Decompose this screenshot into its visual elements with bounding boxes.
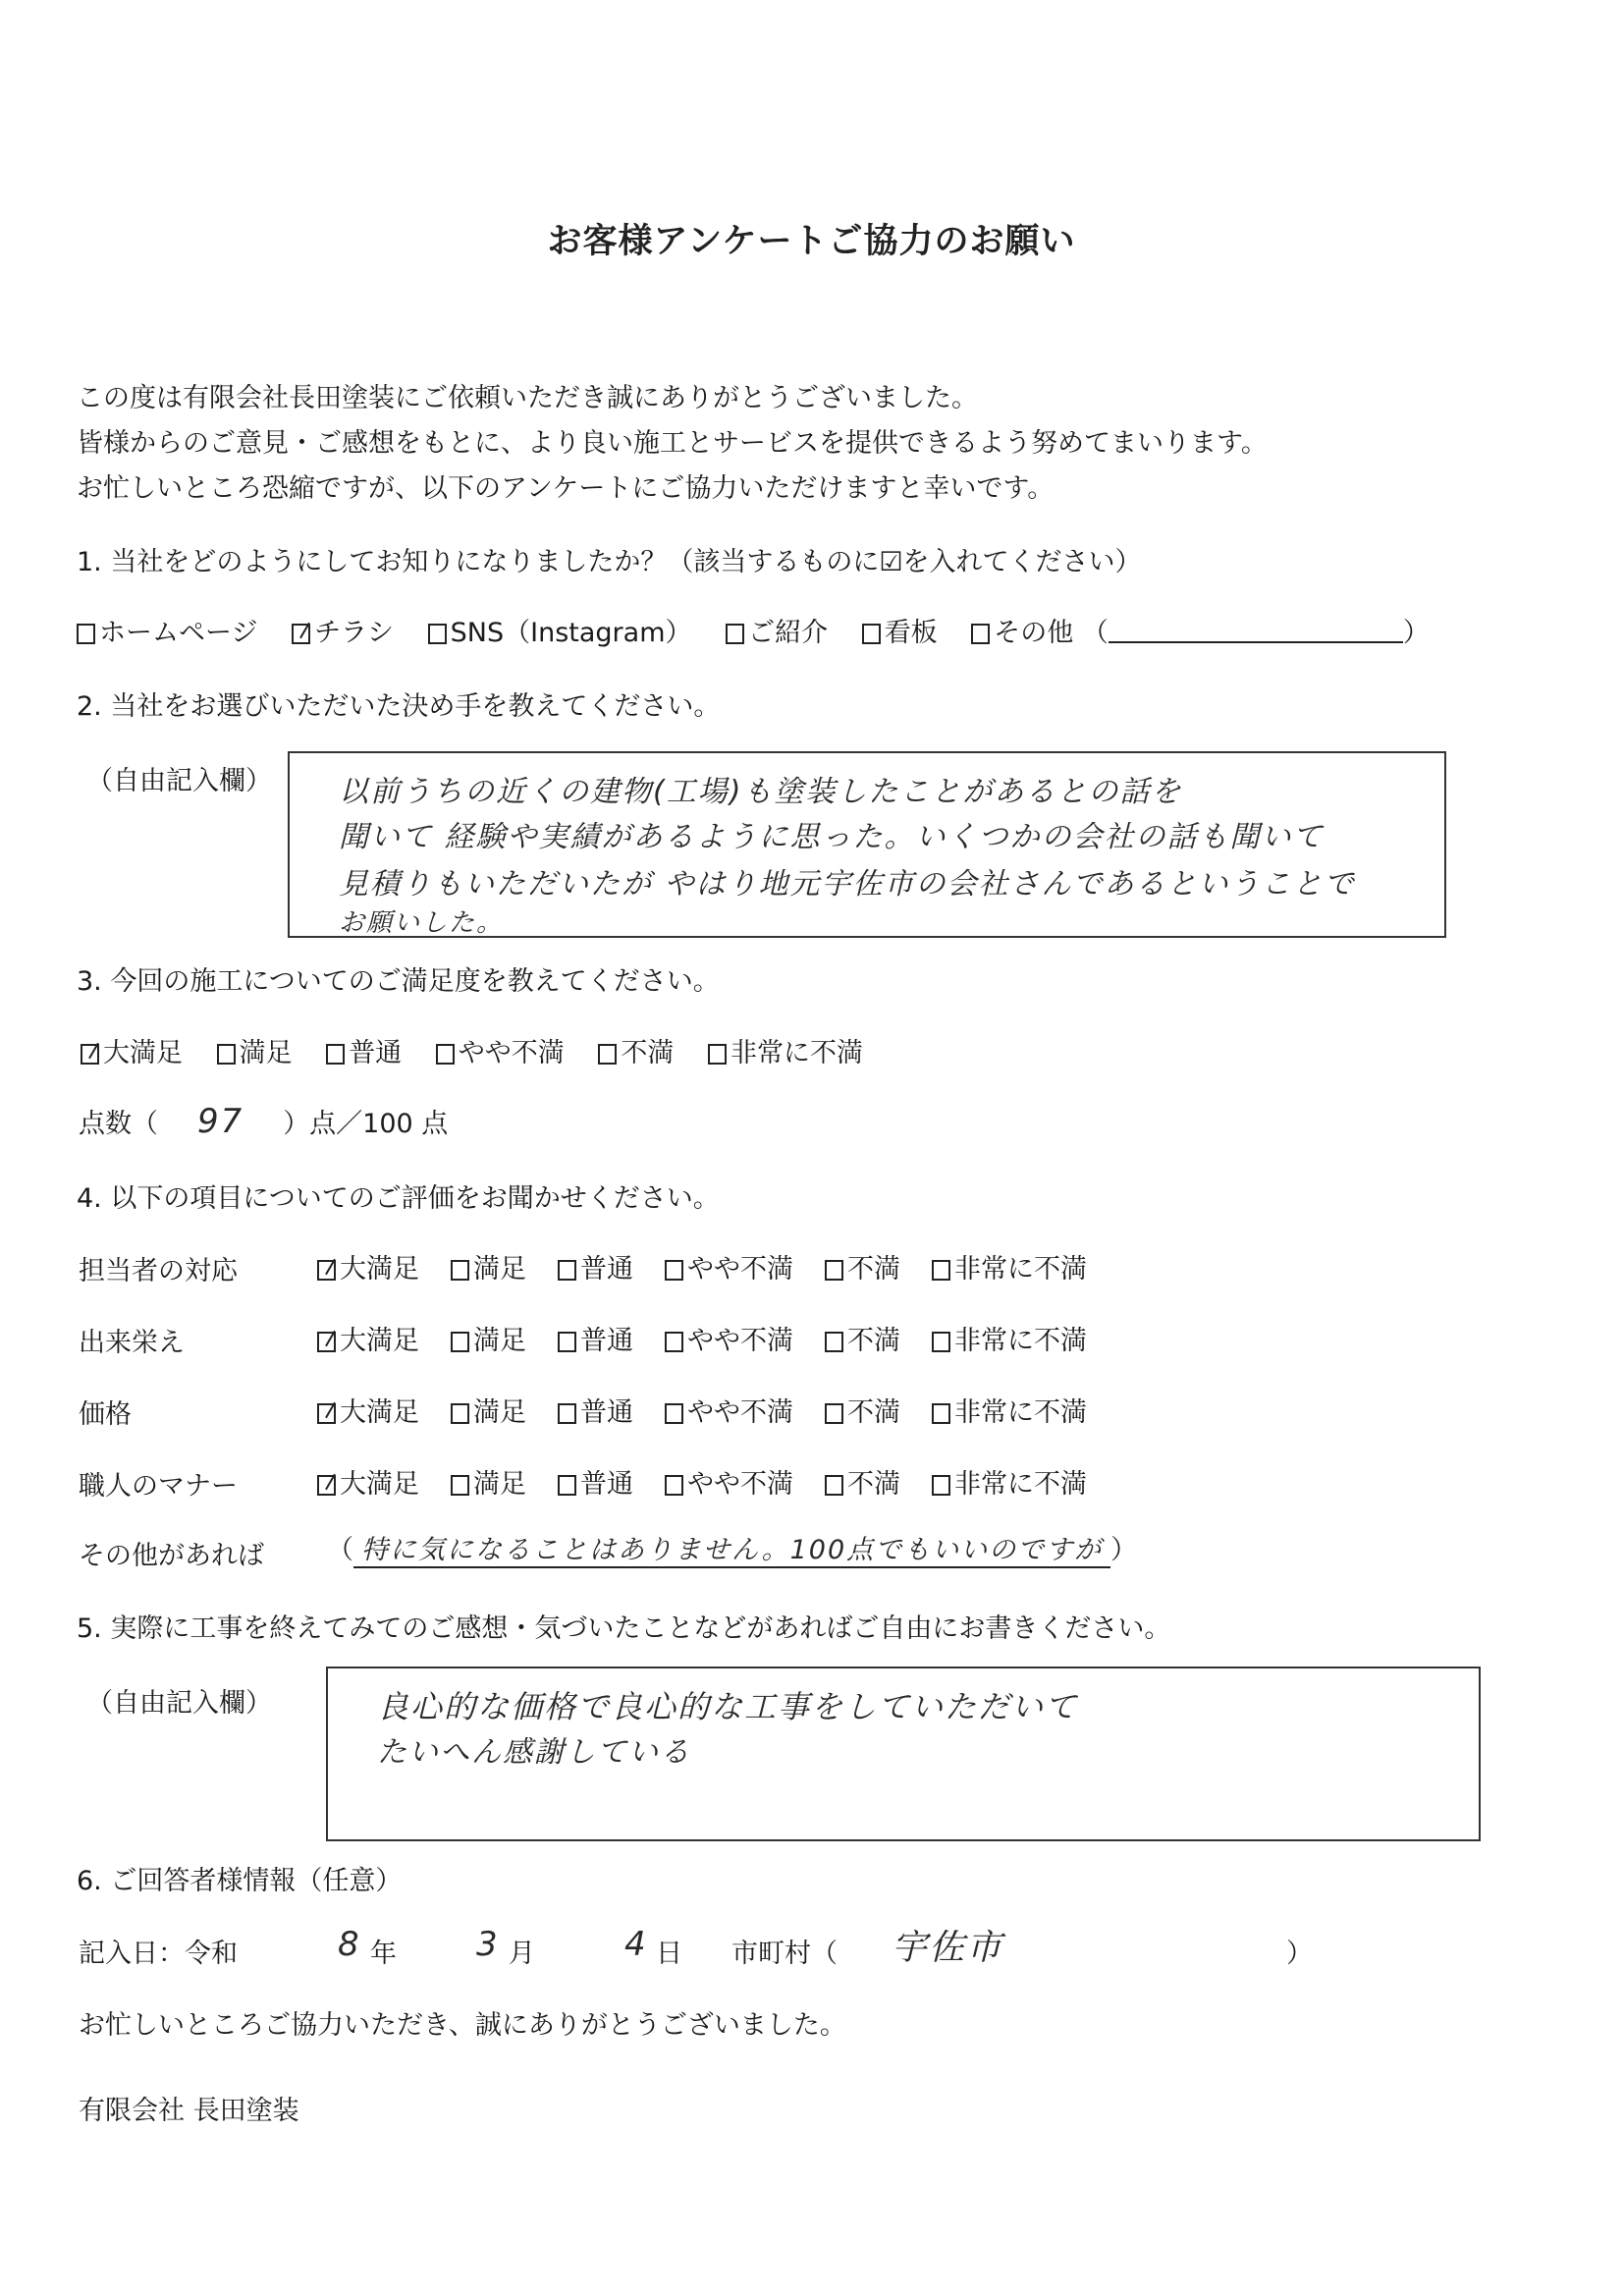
closing-message: お忙しいところご協力いただき、誠にありがとうございました。	[79, 2010, 846, 2041]
q5-free-label: （自由記入欄）	[86, 1688, 272, 1719]
checkbox-icon[interactable]	[77, 624, 95, 644]
checkbox-icon[interactable]	[825, 1403, 843, 1424]
checkbox-icon[interactable]	[825, 1332, 843, 1352]
q4-other-field[interactable]: （ 特に気になることはありません。100点でもいいのですが ）	[327, 1528, 1137, 1568]
checkbox-icon[interactable]	[558, 1403, 576, 1424]
q4-staff-satisfied[interactable]: 満足	[451, 1247, 526, 1285]
q3-options	[81, 1031, 889, 1069]
intro-line-2: 皆様からのご意見・ご感想をもとに、より良い施工とサービスを提供できるよう努めてまいります。	[77, 428, 1268, 459]
q4-row-workmanship	[317, 1319, 1118, 1357]
q4-row-staff	[317, 1247, 1118, 1285]
q3-option-very-dissatisfied[interactable]: 非常に不満	[708, 1031, 863, 1069]
q6-city-label: 市町村（	[731, 1939, 838, 1969]
q3-score: 点数（ 97 ）点／100 点	[79, 1102, 449, 1141]
q2-answer-line-1: 以前うちの近くの建物(工場)も塗装したことがあるとの話を	[339, 775, 1183, 809]
checked-checkbox-icon[interactable]	[317, 1332, 336, 1352]
q3-option-satisfied[interactable]: 満足	[217, 1031, 293, 1069]
checkbox-icon[interactable]	[665, 1260, 683, 1281]
checkbox-icon[interactable]	[825, 1260, 843, 1281]
checked-checkbox-icon[interactable]	[317, 1260, 336, 1281]
q4-price-somewhat-dissatisfied[interactable]: やや不満	[665, 1391, 793, 1429]
q4-row-label-staff: 担当者の対応	[79, 1256, 238, 1286]
q4-staff-very-satisfied[interactable]: 大満足	[317, 1247, 419, 1285]
q4-price-neutral[interactable]: 普通	[558, 1391, 633, 1429]
q1-option-flyer[interactable]: チラシ	[292, 611, 394, 649]
q5-question: 5. 実際に工事を終えてみてのご感想・気づいたことなどがあればご自由にお書きください。	[77, 1613, 1171, 1644]
checked-checkbox-icon[interactable]	[317, 1475, 336, 1496]
checkbox-icon[interactable]	[665, 1403, 683, 1424]
checkbox-icon[interactable]	[217, 1044, 236, 1065]
q6-month-value[interactable]: 3	[476, 1925, 500, 1964]
checkbox-icon[interactable]	[708, 1044, 727, 1065]
q6-day-value[interactable]: 4	[624, 1925, 648, 1964]
q4-manners-satisfied[interactable]: 満足	[451, 1462, 526, 1501]
checkbox-icon[interactable]	[932, 1403, 950, 1424]
q1-option-sns[interactable]: SNS（Instagram）	[428, 611, 692, 649]
q4-work-somewhat-dissatisfied[interactable]: やや不満	[665, 1319, 793, 1357]
q4-manners-very-dissatisfied[interactable]: 非常に不満	[932, 1462, 1087, 1501]
q4-staff-somewhat-dissatisfied[interactable]: やや不満	[665, 1247, 793, 1285]
q6-question: 6. ご回答者様情報（任意）	[77, 1866, 403, 1896]
checkbox-icon[interactable]	[862, 624, 881, 644]
checkbox-icon[interactable]	[665, 1332, 683, 1352]
checkbox-icon[interactable]	[451, 1403, 469, 1424]
q4-price-dissatisfied[interactable]: 不満	[825, 1391, 900, 1429]
q4-price-satisfied[interactable]: 満足	[451, 1391, 526, 1429]
q3-option-neutral[interactable]: 普通	[326, 1031, 402, 1069]
q4-question: 4. 以下の項目についてのご評価をお聞かせください。	[77, 1183, 720, 1214]
q4-work-dissatisfied[interactable]: 不満	[825, 1319, 900, 1357]
q6-month-unit: 月	[509, 1939, 535, 1969]
q5-answer-line-2: たいへん感謝している	[377, 1735, 691, 1770]
q2-answer-box[interactable]	[288, 751, 1446, 938]
checkbox-icon[interactable]	[558, 1260, 576, 1281]
q1-question: 1. 当社をどのようにしてお知りになりましたか？（該当するものに☑を入れてください）	[77, 547, 1142, 577]
checkbox-icon[interactable]	[726, 624, 744, 644]
q6-date-label: 記入日：令和	[79, 1939, 238, 1969]
q4-other-answer: 特に気になることはありません。100点でもいいのですが	[353, 1528, 1110, 1568]
q4-other-label: その他があれば	[79, 1541, 264, 1571]
checkbox-icon[interactable]	[451, 1260, 469, 1281]
q3-option-dissatisfied[interactable]: 不満	[598, 1031, 674, 1069]
q2-answer-line-4: お願いした。	[339, 908, 505, 938]
intro-line-1: この度は有限会社長田塗装にご依頼いただき誠にありがとうございました。	[77, 383, 978, 413]
q2-free-label: （自由記入欄）	[86, 766, 272, 796]
q6-year-value[interactable]: 8	[338, 1925, 361, 1964]
checkbox-icon[interactable]	[665, 1475, 683, 1496]
q1-option-referral[interactable]: ご紹介	[726, 611, 828, 649]
q4-staff-very-dissatisfied[interactable]: 非常に不満	[932, 1247, 1087, 1285]
q6-city-close: ）	[1286, 1939, 1313, 1969]
q4-work-very-dissatisfied[interactable]: 非常に不満	[932, 1319, 1087, 1357]
q1-option-other[interactable]: その他 （ ）	[971, 611, 1430, 649]
q5-answer-line-1: 良心的な価格で良心的な工事をしていただいて	[377, 1688, 1079, 1725]
checkbox-icon[interactable]	[436, 1044, 455, 1065]
q4-row-label-manners: 職人のマナー	[79, 1471, 238, 1502]
checkbox-icon[interactable]	[326, 1044, 345, 1065]
q4-work-satisfied[interactable]: 満足	[451, 1319, 526, 1357]
checkbox-icon[interactable]	[451, 1475, 469, 1496]
q4-work-neutral[interactable]: 普通	[558, 1319, 633, 1357]
q1-options	[77, 611, 1455, 649]
checkbox-icon[interactable]	[558, 1332, 576, 1352]
company-name: 有限会社 長田塗装	[79, 2096, 299, 2126]
q2-question: 2. 当社をお選びいただいた決め手を教えてください。	[77, 691, 721, 722]
q3-question: 3. 今回の施工についてのご満足度を教えてください。	[77, 966, 720, 997]
checkbox-icon[interactable]	[932, 1260, 950, 1281]
checkbox-icon[interactable]	[971, 624, 990, 644]
q1-option-signboard[interactable]: 看板	[862, 611, 938, 649]
checkbox-icon[interactable]	[558, 1475, 576, 1496]
checkbox-icon[interactable]	[598, 1044, 617, 1065]
q4-manners-very-satisfied[interactable]: 大満足	[317, 1462, 419, 1501]
checkbox-icon[interactable]	[451, 1332, 469, 1352]
q1-option-homepage[interactable]: ホームページ	[77, 611, 257, 649]
q4-row-price	[317, 1391, 1118, 1429]
q4-manners-somewhat-dissatisfied[interactable]: やや不満	[665, 1462, 793, 1501]
intro-line-3: お忙しいところ恐縮ですが、以下のアンケートにご協力いただけますと幸いです。	[77, 473, 1055, 504]
q5-answer-box[interactable]	[326, 1667, 1481, 1841]
page-title: お客様アンケートご協力のお願い	[547, 222, 1076, 261]
q4-price-very-satisfied[interactable]: 大満足	[317, 1391, 419, 1429]
q3-option-very-satisfied[interactable]: 大満足	[81, 1031, 183, 1069]
checkbox-icon[interactable]	[428, 624, 447, 644]
q4-work-very-satisfied[interactable]: 大満足	[317, 1319, 419, 1357]
q4-row-label-workmanship: 出来栄え	[79, 1328, 185, 1358]
q4-staff-dissatisfied[interactable]: 不満	[825, 1247, 900, 1285]
checkbox-icon[interactable]	[932, 1475, 950, 1496]
checked-checkbox-icon[interactable]	[81, 1044, 99, 1065]
q2-answer-line-2: 聞いて 経験や実績があるように思った。いくつかの会社の話も聞いて	[339, 820, 1325, 854]
q4-price-very-dissatisfied[interactable]: 非常に不満	[932, 1391, 1087, 1429]
q6-day-unit: 日	[656, 1939, 682, 1969]
q2-answer-line-3: 見積りもいただいたが やはり地元宇佐市の会社さんであるということで	[339, 867, 1356, 902]
checked-checkbox-icon[interactable]	[317, 1403, 336, 1424]
q4-manners-dissatisfied[interactable]: 不満	[825, 1462, 900, 1501]
checked-checkbox-icon[interactable]	[292, 624, 310, 644]
q6-city-value[interactable]: 宇佐市	[892, 1928, 1004, 1968]
q4-row-label-price: 価格	[79, 1399, 132, 1430]
q3-score-value[interactable]: 97	[196, 1102, 244, 1141]
checkbox-icon[interactable]	[932, 1332, 950, 1352]
q1-other-input[interactable]	[1109, 620, 1403, 643]
q4-manners-neutral[interactable]: 普通	[558, 1462, 633, 1501]
q4-row-manners	[317, 1462, 1118, 1501]
q4-staff-neutral[interactable]: 普通	[558, 1247, 633, 1285]
q6-year-unit: 年	[370, 1939, 397, 1969]
checkbox-icon[interactable]	[825, 1475, 843, 1496]
q3-option-somewhat-dissatisfied[interactable]: やや不満	[436, 1031, 565, 1069]
